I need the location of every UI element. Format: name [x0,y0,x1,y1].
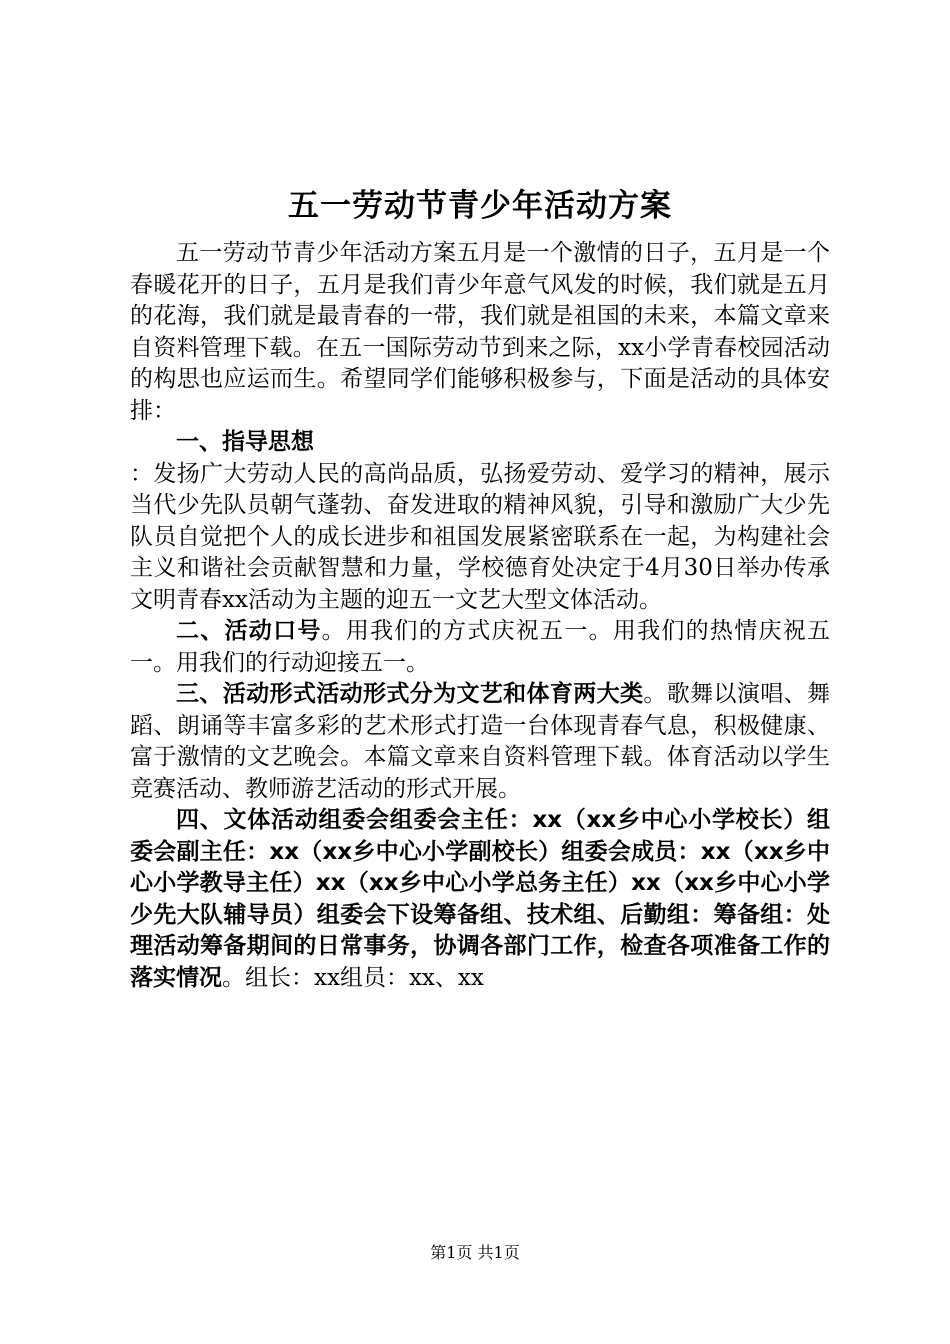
section-3-body: 。歌舞以演唱、舞蹈、朗诵等丰富多彩的艺术形式打造一台体现青春气息，积极健康、富于激情的文艺晚会。本篇文章来自资料管理下载。体育活动以学生竞赛活动、教师游艺活动的形式开展。 [130,681,831,802]
section-2 [130,616,830,679]
section-1-heading: 一、指导思想 [176,429,314,455]
page-footer: 第1页 共1页 [430,1243,520,1262]
document-title: 五一劳动节青少年活动方案 [288,188,672,224]
intro-paragraph: 五一劳动节青少年活动方案五月是一个激情的日子，五月是一个春暖花开的日子，五月是我们青少年意气风发的时候，我们就是五月的花海，我们就是最青春的一带，我们就是祖国的未来，本篇文章来自资料管理下载。在五一国际劳动节到来之际，xx小学青春校园活动的构思也应运而生。希望同学们能够积极参与，下面是活动的具体安排： [130,240,830,424]
section-4-heading: 四、文体活动组委会组委会主任：xx（xx乡中心小学校长）组委会副主任：xx（xx乡中心小学副校长）组委会成员：xx（xx乡中心小学教导主任）xx（xx乡中心小学总务主任）xx（xx乡中心小学少先大队辅导员）组委会下设筹备组、技术组、后勤组：筹备组：处理活动筹备期间的日常事务，协调各部门工作，检查各项准备工作的落实情况 [130,807,830,991]
section-4 [130,805,830,994]
section-4-body: 。组长：xx组员：xx、xx [222,964,484,991]
section-1 [130,427,830,459]
document-page [130,180,830,994]
section-2-heading: 二、活动口号 [176,618,322,644]
section-1-body: ：发扬广大劳动人民的高尚品质，弘扬爱劳动、爱学习的精神，展示当代少先队员朝气蓬勃、奋发进取的精神风貌，引导和激励广大少先队员自觉把个人的成长进步和祖国发展紧密联系在一起，为构建社会主义和谐社会贡献智慧和力量，学校德育处决定于4月30日举办传承文明青春xx活动为主题的迎五一文艺大型文体活动。 [130,460,830,613]
section-2-body: 。用我们的方式庆祝五一。用我们的热情庆祝五一。用我们的行动迎接五一。 [130,618,831,676]
section-3 [130,679,830,805]
section-3-heading: 三、活动形式活动形式分为文艺和体育两大类 [176,681,644,707]
